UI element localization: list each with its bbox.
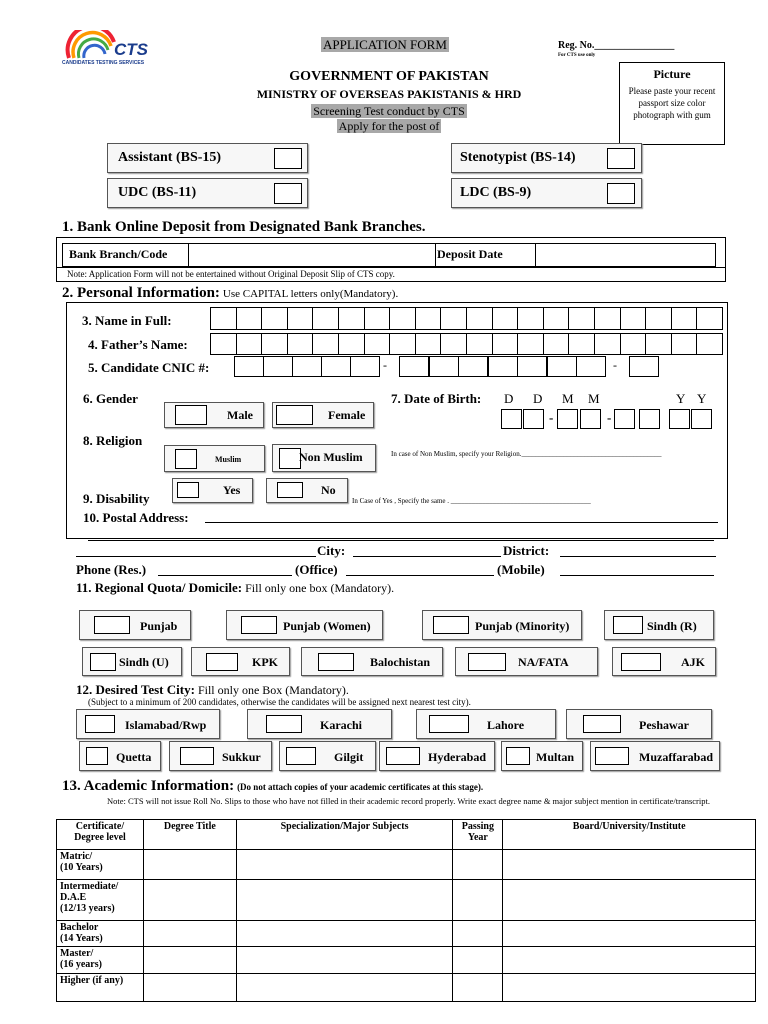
religion-non-muslim[interactable]: Non Muslim <box>272 444 376 472</box>
name-letter-box[interactable] <box>517 307 544 330</box>
city-option[interactable]: Lahore <box>416 709 556 739</box>
name-letter-box[interactable] <box>389 307 416 330</box>
degree-level: Intermediate/ D.A.E <box>60 881 119 903</box>
table-row <box>57 921 756 947</box>
degree-level: Bachelor <box>60 922 99 933</box>
option-checkbox[interactable] <box>595 747 629 765</box>
quota-option[interactable]: Balochistan <box>301 647 443 676</box>
father-letter-box[interactable] <box>287 333 314 355</box>
logo-subtitle: CANDIDATES TESTING SERVICES <box>62 60 145 66</box>
picture-instructions: Please paste your recent passport size color photograph with gum <box>628 86 716 120</box>
deposit-note: Note: Application Form will not be entertained without Original Deposit Slip of CTS copy. <box>67 269 395 279</box>
father-letter-box[interactable] <box>415 333 442 355</box>
city-option[interactable]: Gilgit <box>279 741 376 771</box>
table-cell-input[interactable] <box>236 880 453 921</box>
cnic-digit-box[interactable] <box>488 356 518 377</box>
quota-option[interactable]: Sindh (R) <box>604 610 714 640</box>
quota-option[interactable]: Sindh (U) <box>82 647 182 676</box>
logo-text: CTS <box>114 40 148 59</box>
dob-dash: - <box>607 410 612 425</box>
name-letter-box[interactable] <box>440 307 467 330</box>
section12-heading: 12. Desired Test City: Fill only one Box (Mandatory). <box>76 682 349 697</box>
father-letter-box[interactable] <box>492 333 519 355</box>
city-option[interactable]: Quetta <box>79 741 161 771</box>
name-letter-box[interactable] <box>620 307 647 330</box>
table-cell-input[interactable] <box>503 974 756 1002</box>
option-checkbox[interactable] <box>241 616 277 634</box>
apply-for-text: Apply for the post of <box>338 119 440 133</box>
post-checkbox[interactable] <box>274 148 302 169</box>
father-letter-box[interactable] <box>389 333 416 355</box>
city-option[interactable]: Peshawar <box>566 709 712 739</box>
govt-title: GOVERNMENT OF PAKISTAN <box>289 69 489 84</box>
city-option[interactable]: Karachi <box>247 709 392 739</box>
cnic-digit-box[interactable] <box>234 356 264 377</box>
name-letter-box[interactable] <box>645 307 672 330</box>
table-cell-input[interactable] <box>143 921 236 947</box>
cts-logo <box>62 30 172 70</box>
degree-duration: (10 Years) <box>60 862 103 873</box>
table-cell-input[interactable] <box>236 974 453 1002</box>
table-row <box>57 947 756 974</box>
office-label: (Office) <box>295 562 338 577</box>
cnic-digit-box[interactable] <box>629 356 659 377</box>
option-checkbox[interactable] <box>318 653 354 671</box>
father-letter-box[interactable] <box>671 333 698 355</box>
picture-box[interactable] <box>619 62 725 145</box>
district-label: District: <box>503 543 550 558</box>
degree-duration: (14 Years) <box>60 933 103 944</box>
option-checkbox[interactable] <box>180 747 214 765</box>
father-letter-box[interactable] <box>210 333 237 355</box>
table-cell-input[interactable] <box>503 921 756 947</box>
post-checkbox[interactable] <box>607 183 635 204</box>
cnic-digit-box[interactable] <box>547 356 577 377</box>
religion-muslim[interactable]: Muslim <box>164 445 265 472</box>
form-title: APPLICATION FORM <box>323 37 447 52</box>
col-header: Specialization/Major Subjects <box>236 820 453 850</box>
address-line[interactable] <box>76 543 316 557</box>
option-checkbox[interactable] <box>429 715 469 733</box>
quota-option[interactable]: Punjab <box>79 610 191 640</box>
dob-d: D <box>504 391 514 406</box>
option-checkbox[interactable] <box>506 747 530 765</box>
cnic-digit-box[interactable] <box>263 356 293 377</box>
degree-duration: (16 years) <box>60 959 102 970</box>
religion-note: In case of Non Muslim, specify your Religion.________________________________________ <box>391 450 662 458</box>
postal-address-line[interactable] <box>88 528 714 541</box>
quota-option[interactable]: Punjab (Women) <box>226 610 383 640</box>
reg-note: For CTS use only <box>558 53 596 58</box>
name-letter-box[interactable] <box>568 307 595 330</box>
option-checkbox[interactable] <box>85 715 115 733</box>
option-checkbox[interactable] <box>86 747 108 765</box>
section13-heading: 13. Academic Information: (Do not attach copies of your academic certificates at this stage). <box>62 778 484 794</box>
table-cell-input[interactable] <box>236 850 453 880</box>
option-checkbox[interactable] <box>94 616 130 634</box>
dob-digit-box[interactable] <box>580 409 601 429</box>
table-cell-input[interactable] <box>236 947 453 974</box>
name-letter-box[interactable] <box>338 307 365 330</box>
table-cell-input[interactable] <box>453 974 503 1002</box>
name-letter-box[interactable] <box>364 307 391 330</box>
disability-no[interactable]: No <box>266 478 348 503</box>
father-letter-box[interactable] <box>261 333 288 355</box>
religion-label: 8. Religion <box>83 433 143 448</box>
city-option[interactable]: Muzaffarabad <box>590 741 720 771</box>
option-checkbox[interactable] <box>583 715 621 733</box>
city-label: City: <box>317 543 346 558</box>
academic-table <box>56 819 756 1002</box>
father-letter-box[interactable] <box>568 333 595 355</box>
dob-digit-box[interactable] <box>557 409 578 429</box>
dob-dash: - <box>549 410 554 425</box>
post-assistant[interactable]: Assistant (BS-15) <box>107 143 308 173</box>
father-name-label: 4. Father’s Name: <box>88 337 188 352</box>
father-letter-box[interactable] <box>466 333 493 355</box>
father-letter-box[interactable] <box>440 333 467 355</box>
dob-digit-box[interactable] <box>691 409 712 429</box>
table-cell-input[interactable] <box>503 947 756 974</box>
picture-title: Picture <box>653 67 691 81</box>
cnic-dash: - <box>383 358 387 372</box>
deposit-date-input[interactable] <box>535 243 716 267</box>
city-option[interactable]: Multan <box>501 741 583 771</box>
quota-option[interactable]: KPK <box>191 647 290 676</box>
option-checkbox[interactable] <box>468 653 506 671</box>
degree-level: Master/ <box>60 948 94 959</box>
father-letter-box[interactable] <box>338 333 365 355</box>
col-header: Certificate/ Degree level <box>57 820 144 850</box>
city-option[interactable]: Islamabad/Rwp <box>76 709 220 739</box>
table-cell-input[interactable] <box>503 850 756 880</box>
postal-address-input[interactable] <box>205 510 718 523</box>
section13-note: Note: CTS will not issue Roll No. Slips to those who have not filled in their academic record properly. Write exact degree name & major subject mention in certificate/transcript. <box>107 796 710 806</box>
bank-branch-label: Bank Branch/Code <box>69 247 168 261</box>
district-input[interactable] <box>560 543 716 557</box>
father-letter-box[interactable] <box>543 333 570 355</box>
name-letter-box[interactable] <box>312 307 339 330</box>
cnic-digit-box[interactable] <box>292 356 322 377</box>
name-letter-box[interactable] <box>415 307 442 330</box>
quota-option[interactable]: AJK <box>612 647 716 676</box>
table-cell-input[interactable] <box>143 974 236 1002</box>
table-cell-input[interactable] <box>453 921 503 947</box>
col-header: Degree Title <box>143 820 236 850</box>
table-cell-input[interactable] <box>453 880 503 921</box>
name-letter-box[interactable] <box>594 307 621 330</box>
col-header: Board/University/Institute <box>503 820 756 850</box>
disability-label: 9. Disability <box>83 491 150 506</box>
gender-male[interactable]: Male <box>164 402 264 428</box>
gender-female[interactable]: Female <box>272 402 374 428</box>
phone-res-label: Phone (Res.) <box>76 562 147 577</box>
option-checkbox[interactable] <box>613 616 643 634</box>
dob-label: 7. Date of Birth: <box>391 391 482 406</box>
dob-digit-box[interactable] <box>614 409 635 429</box>
name-letter-box[interactable] <box>261 307 288 330</box>
dob-y: Y <box>676 391 686 406</box>
disability-yes[interactable]: Yes <box>172 478 253 503</box>
post-stenotypist[interactable]: Stenotypist (BS-14) <box>451 143 642 173</box>
degree-duration: (12/13 years) <box>60 903 115 914</box>
table-cell-input[interactable] <box>143 850 236 880</box>
cnic-digit-box[interactable] <box>517 356 547 377</box>
deposit-date-label: Deposit Date <box>437 247 503 261</box>
table-cell-input[interactable] <box>453 947 503 974</box>
dob-digit-box[interactable] <box>523 409 544 429</box>
dob-m: M <box>588 391 600 406</box>
cnic-digit-box[interactable] <box>399 356 429 377</box>
city-option[interactable]: Sukkur <box>169 741 272 771</box>
cnic-dash: - <box>613 358 617 372</box>
option-checkbox[interactable] <box>386 747 420 765</box>
dob-digit-box[interactable] <box>501 409 522 429</box>
cnic-label: 5. Candidate CNIC #: <box>88 360 210 375</box>
section1-heading: 1. Bank Online Deposit from Designated Bank Branches. <box>62 219 426 235</box>
name-letter-box[interactable] <box>696 307 723 330</box>
post-checkbox[interactable] <box>607 148 635 169</box>
cnic-digit-box[interactable] <box>576 356 606 377</box>
bank-table <box>56 237 726 282</box>
table-row <box>57 974 756 1002</box>
name-letter-box[interactable] <box>543 307 570 330</box>
name-letter-box[interactable] <box>466 307 493 330</box>
table-row <box>57 880 756 921</box>
father-letter-box[interactable] <box>517 333 544 355</box>
bank-branch-input[interactable] <box>188 243 436 267</box>
screening-text: Screening Test conduct by CTS <box>313 104 465 118</box>
ministry-title: MINISTRY OF OVERSEAS PAKISTANIS & HRD <box>256 87 522 101</box>
degree-duration: (if any) <box>92 975 124 986</box>
option-checkbox[interactable] <box>90 653 116 671</box>
section2-heading: 2. Personal Information: Use CAPITAL letters only(Mandatory). <box>62 285 399 301</box>
mobile-label: (Mobile) <box>497 562 545 577</box>
phone-res-input[interactable] <box>158 562 292 576</box>
gender-label: 6. Gender <box>83 391 138 406</box>
degree-level: Matric/ <box>60 851 93 862</box>
option-checkbox[interactable] <box>433 616 469 634</box>
option-checkbox[interactable] <box>621 653 661 671</box>
name-letter-box[interactable] <box>492 307 519 330</box>
table-cell-input[interactable] <box>503 880 756 921</box>
cnic-digit-box[interactable] <box>350 356 380 377</box>
degree-level: Higher <box>60 975 90 986</box>
dob-digit-box[interactable] <box>639 409 660 429</box>
father-letter-box[interactable] <box>312 333 339 355</box>
cnic-digit-box[interactable] <box>429 356 459 377</box>
option-checkbox[interactable] <box>206 653 238 671</box>
option-checkbox[interactable] <box>286 747 316 765</box>
table-cell-input[interactable] <box>453 850 503 880</box>
post-checkbox[interactable] <box>274 183 302 204</box>
table-cell-input[interactable] <box>236 921 453 947</box>
mobile-input[interactable] <box>560 562 714 576</box>
table-cell-input[interactable] <box>143 880 236 921</box>
city-option[interactable]: Hyderabad <box>379 741 495 771</box>
father-letter-box[interactable] <box>364 333 391 355</box>
cnic-digit-box[interactable] <box>321 356 351 377</box>
post-udc[interactable]: UDC (BS-11) <box>107 178 308 208</box>
dob-d: D <box>533 391 543 406</box>
disability-note: In Case of Yes , Specify the same . ________________________________________ <box>352 497 591 505</box>
father-letter-box[interactable] <box>696 333 723 355</box>
father-letter-box[interactable] <box>645 333 672 355</box>
name-letter-box[interactable] <box>236 307 263 330</box>
father-letter-box[interactable] <box>236 333 263 355</box>
table-cell-input[interactable] <box>143 947 236 974</box>
quota-option[interactable]: Punjab (Minority) <box>422 610 582 640</box>
city-input[interactable] <box>353 543 501 557</box>
office-input[interactable] <box>346 562 494 576</box>
reg-no: Reg. No.________________ <box>558 40 675 51</box>
section11-heading: 11. Regional Quota/ Domicile: Fill only one box (Mandatory). <box>76 580 395 595</box>
father-letter-box[interactable] <box>620 333 647 355</box>
father-letter-box[interactable] <box>594 333 621 355</box>
dob-m: M <box>562 391 574 406</box>
col-header: Passing Year <box>453 820 503 850</box>
table-row <box>57 850 756 880</box>
postal-address-label: 10. Postal Address: <box>83 510 189 525</box>
name-letter-box[interactable] <box>671 307 698 330</box>
section12-subnote: (Subject to a minimum of 200 candidates, otherwise the candidates will be assigned next nearest test city). <box>88 697 471 707</box>
cnic-digit-box[interactable] <box>458 356 488 377</box>
quota-option[interactable]: NA/FATA <box>455 647 598 676</box>
dob-digit-box[interactable] <box>669 409 690 429</box>
dob-y: Y <box>697 391 707 406</box>
option-checkbox[interactable] <box>266 715 302 733</box>
name-label: 3. Name in Full: <box>82 313 172 328</box>
post-ldc[interactable]: LDC (BS-9) <box>451 178 642 208</box>
name-letter-box[interactable] <box>287 307 314 330</box>
name-letter-box[interactable] <box>210 307 237 330</box>
